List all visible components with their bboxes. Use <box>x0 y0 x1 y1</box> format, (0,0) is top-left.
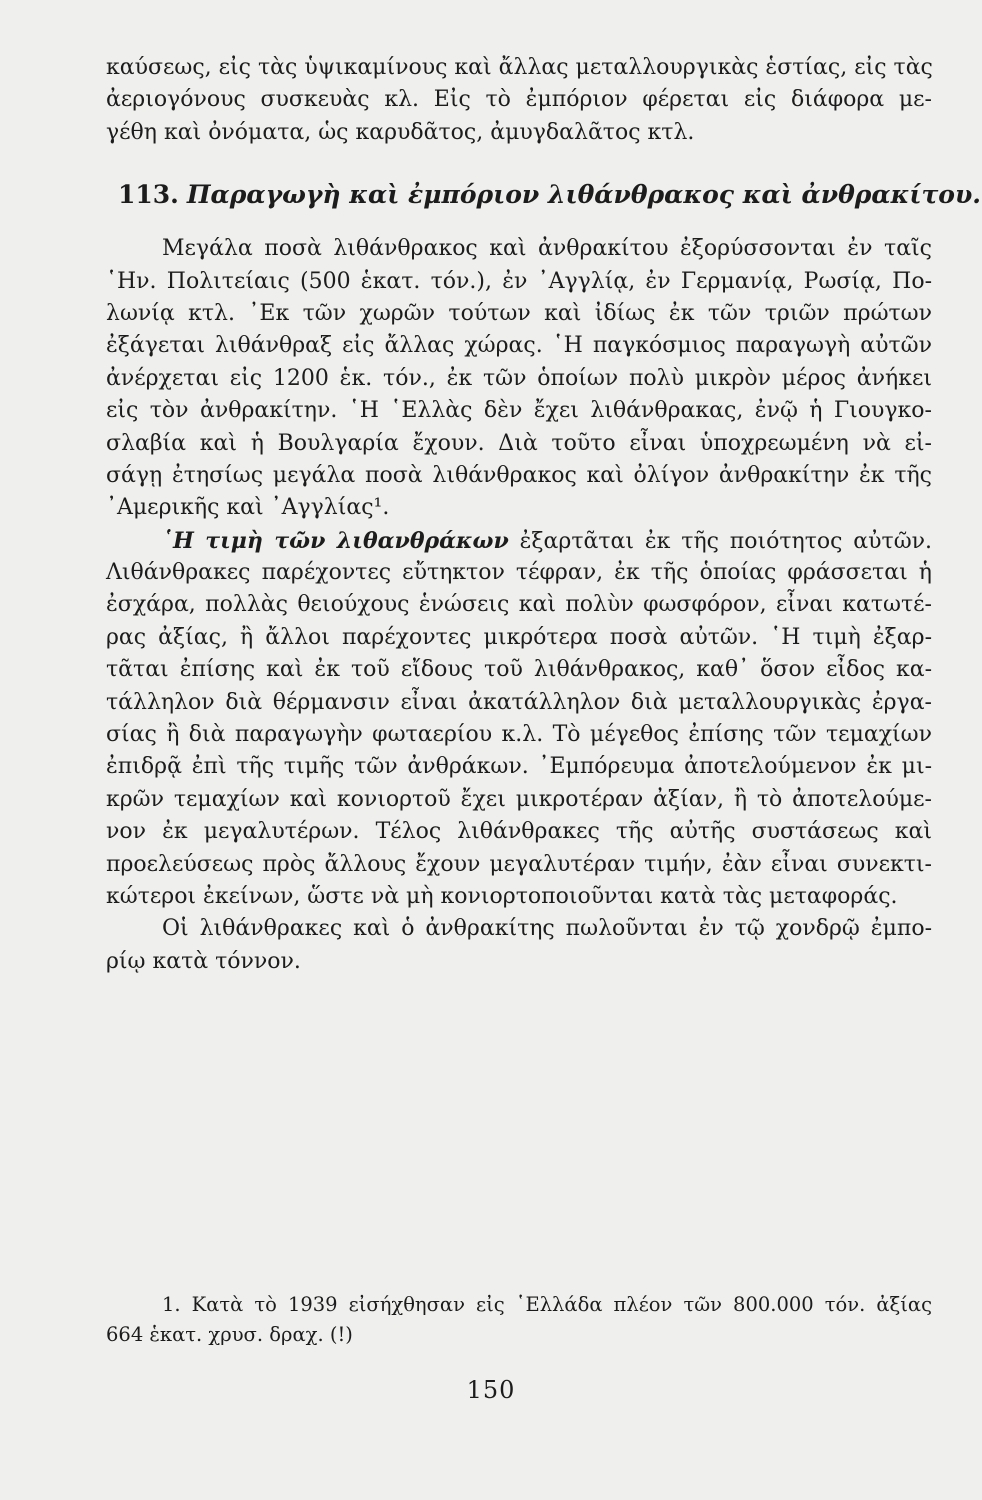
section-number: 113. <box>118 180 179 210</box>
text-line: ρας ἀξίας, ἢ ἄλλοι παρέχοντες μικρότερα ποσὰ αὐτῶν. ῾Η τιμὴ ἐξαρ- <box>106 624 932 650</box>
text-line: ἐξάγεται λιθάνθραξ εἰς ἄλλας χώρας. ῾Η παγκόσμιος παραγωγὴ αὐτῶν <box>106 333 932 359</box>
text-line: νον ἐκ μεγαλυτέρων. Τέλος λιθάνθρακες τῆς αὐτῆς συστάσεως καὶ <box>106 819 932 845</box>
text-line: ρίῳ κατὰ τόννον. <box>106 948 301 974</box>
footnote-line: 664 ἑκατ. χρυσ. δραχ. (!) <box>106 1323 353 1346</box>
section-heading <box>106 175 981 215</box>
text-line: τάλληλον διὰ θέρμανσιν εἶναι ἀκατάλληλον διὰ μεταλλουργικὰς ἐργα- <box>106 689 932 715</box>
page-number: 150 <box>466 1376 516 1404</box>
footnote <box>106 1290 932 1350</box>
text-line: προελεύσεως πρὸς ἄλλους ἔχουν μεγαλυτέραν τιμήν, ἐὰν εἶναι συνεκτι- <box>106 851 932 877</box>
text-line: ῾Ην. Πολιτείαις (500 ἑκατ. τόν.), ἐν ᾿Αγγλίᾳ, ἐν Γερμανίᾳ, Ρωσίᾳ, Πο- <box>106 268 932 294</box>
text-line: σάγῃ ἐτησίως μεγάλα ποσὰ λιθάνθρακος καὶ ὀλίγον ἀνθρακίτην ἐκ τῆς <box>106 462 932 488</box>
text-line: γέθη καὶ ὀνόματα, ὡς καρυδᾶτος, ἀμυγδαλᾶτος κτλ. <box>106 119 695 145</box>
main-text <box>106 52 981 978</box>
text-line: λωνίᾳ κτλ. ᾿Εκ τῶν χωρῶν τούτων καὶ ἰδίως ἐκ τῶν τριῶν πρώτων <box>106 300 932 326</box>
section-title: Παραγωγὴ καὶ ἐμπόριον λιθάνθρακος καὶ ἀνθρακίτου. <box>186 180 981 210</box>
text-line: καύσεως, εἰς τὰς ὑψικαμίνους καὶ ἄλλας μεταλλουργικὰς ἑστίας, εἰς τὰς <box>106 55 933 80</box>
text-line: κρῶν τεμαχίων καὶ κονιορτοῦ ἔχει μικροτέραν ἀξίαν, ἢ τὸ ἀποτελούμε- <box>106 786 932 812</box>
text-line: ἀεριογόνους συσκευὰς κλ. Εἰς τὸ ἐμπόριον φέρεται εἰς διάφορα με- <box>106 87 932 113</box>
text-line: σίας ἢ διὰ παραγωγὴν φωταερίου κ.λ. Τὸ μέγεθος ἐπίσης τῶν τεμαχίων <box>106 722 932 748</box>
text-line: ᾿Αμερικῆς καὶ ᾿Αγγλίας¹. <box>106 495 390 521</box>
emphasized-lead: ῾Η τιμὴ τῶν λιθανθράκων <box>162 527 509 554</box>
text-line: Μεγάλα ποσὰ λιθάνθρακος καὶ ἀνθρακίτου ἐξορύσσονται ἐν ταῖς <box>162 236 932 262</box>
footnote-line: 1. Κατὰ τὸ 1939 εἰσήχθησαν εἰς ῾Ελλάδα πλέον τῶν 800.000 τόν. ἀξίας <box>162 1293 932 1316</box>
text-line: κώτεροι ἐκείνων, ὥστε νὰ μὴ κονιορτοποιοῦνται κατὰ τὰς μεταφοράς. <box>106 883 898 909</box>
text-line: σλαβία καὶ ἡ Βουλγαρία ἔχουν. Διὰ τοῦτο εἶναι ὑποχρεωμένη νὰ εἰ- <box>106 430 932 456</box>
text-line: τᾶται ἐπίσης καὶ ἐκ τοῦ εἴδους τοῦ λιθάνθρακος, καθ᾿ ὅσον εἶδος κα- <box>106 657 932 683</box>
lead-rest: ἐξαρτᾶται ἐκ τῆς ποιότητος αὐτῶν. <box>519 528 933 554</box>
text-line: Λιθάνθρακες παρέχοντες εὔτηκτον τέφραν, ἐκ τῆς ὁποίας φράσσεται ἡ <box>106 560 932 586</box>
text-line: εἰς τὸν ἀνθρακίτην. ῾Η ῾Ελλὰς δὲν ἔχει λιθάνθρακας, ἐνῷ ἡ Γιουγκο- <box>106 398 932 424</box>
text-line: ἐπιδρᾷ ἐπὶ τῆς τιμῆς τῶν ἀνθράκων. ᾿Εμπόρευμα ἀποτελούμενον ἐκ μι- <box>106 754 932 780</box>
text-line-lead <box>106 525 932 557</box>
text-line: ἐσχάρα, πολλὰς θειούχους ἑνώσεις καὶ πολὺν φωσφόρον, εἶναι κατωτέ- <box>106 592 932 618</box>
text-line: ἀνέρχεται εἰς 1200 ἑκ. τόν., ἐκ τῶν ὁποίων πολὺ μικρὸν μέρος ἀνήκει <box>106 365 932 391</box>
text-line: Οἱ λιθάνθρακες καὶ ὁ ἀνθρακίτης πωλοῦνται ἐν τῷ χονδρῷ ἐμπο- <box>162 916 932 942</box>
